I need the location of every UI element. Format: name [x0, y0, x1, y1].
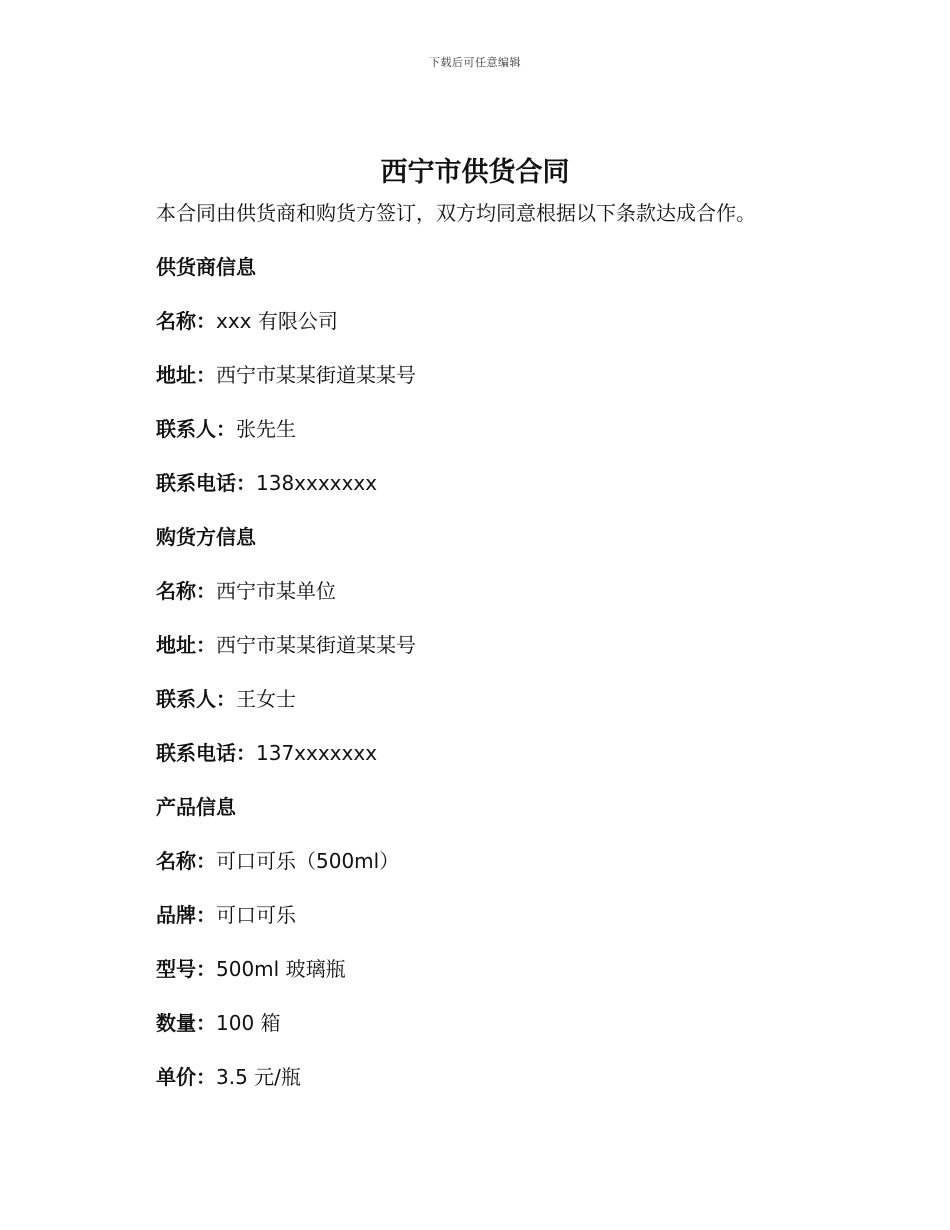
field-label: 数量：: [156, 1011, 216, 1035]
product-quantity-row: [156, 1006, 836, 1040]
field-value: 王女士: [236, 687, 296, 711]
supplier-address-row: [156, 358, 836, 392]
field-value: 100 箱: [216, 1011, 281, 1035]
field-value: 138xxxxxxx: [256, 471, 378, 495]
field-label: 联系人：: [156, 417, 236, 441]
buyer-name-row: [156, 574, 836, 608]
field-value: 西宁市某单位: [216, 579, 336, 603]
product-unit-price-row: [156, 1060, 836, 1094]
field-label: 品牌：: [156, 903, 216, 927]
document-body: [156, 196, 836, 1114]
field-label: 地址：: [156, 363, 216, 387]
product-model-row: [156, 952, 836, 986]
buyer-heading: 购货方信息: [156, 525, 256, 549]
field-label: 单价：: [156, 1065, 216, 1089]
document-title: 西宁市供货合同: [380, 157, 570, 188]
field-value: 张先生: [236, 417, 296, 441]
field-label: 联系人：: [156, 687, 236, 711]
field-label: 联系电话：: [156, 741, 256, 765]
buyer-phone-row: [156, 736, 836, 770]
field-value: xxx 有限公司: [216, 309, 338, 333]
field-value: 西宁市某某街道某某号: [216, 633, 416, 657]
header-note: 下载后可任意编辑: [429, 56, 521, 69]
buyer-contact-row: [156, 682, 836, 716]
field-label: 名称：: [156, 309, 216, 333]
field-value: 可口可乐（500ml）: [216, 849, 400, 873]
field-value: 137xxxxxxx: [256, 741, 378, 765]
product-heading: 产品信息: [156, 795, 236, 819]
product-name-row: [156, 844, 836, 878]
field-value: 西宁市某某街道某某号: [216, 363, 416, 387]
field-value: 可口可乐: [216, 903, 296, 927]
field-value: 3.5 元/瓶: [216, 1065, 301, 1089]
supplier-phone-row: [156, 466, 836, 500]
field-label: 联系电话：: [156, 471, 256, 495]
buyer-address-row: [156, 628, 836, 662]
field-label: 名称：: [156, 579, 216, 603]
product-brand-row: [156, 898, 836, 932]
field-value: 500ml 玻璃瓶: [216, 957, 346, 981]
intro-paragraph: 本合同由供货商和购货方签订，双方均同意根据以下条款达成合作。: [156, 201, 756, 225]
supplier-name-row: [156, 304, 836, 338]
field-label: 型号：: [156, 957, 216, 981]
field-label: 名称：: [156, 849, 216, 873]
supplier-heading: 供货商信息: [156, 255, 256, 279]
supplier-contact-row: [156, 412, 836, 446]
field-label: 地址：: [156, 633, 216, 657]
